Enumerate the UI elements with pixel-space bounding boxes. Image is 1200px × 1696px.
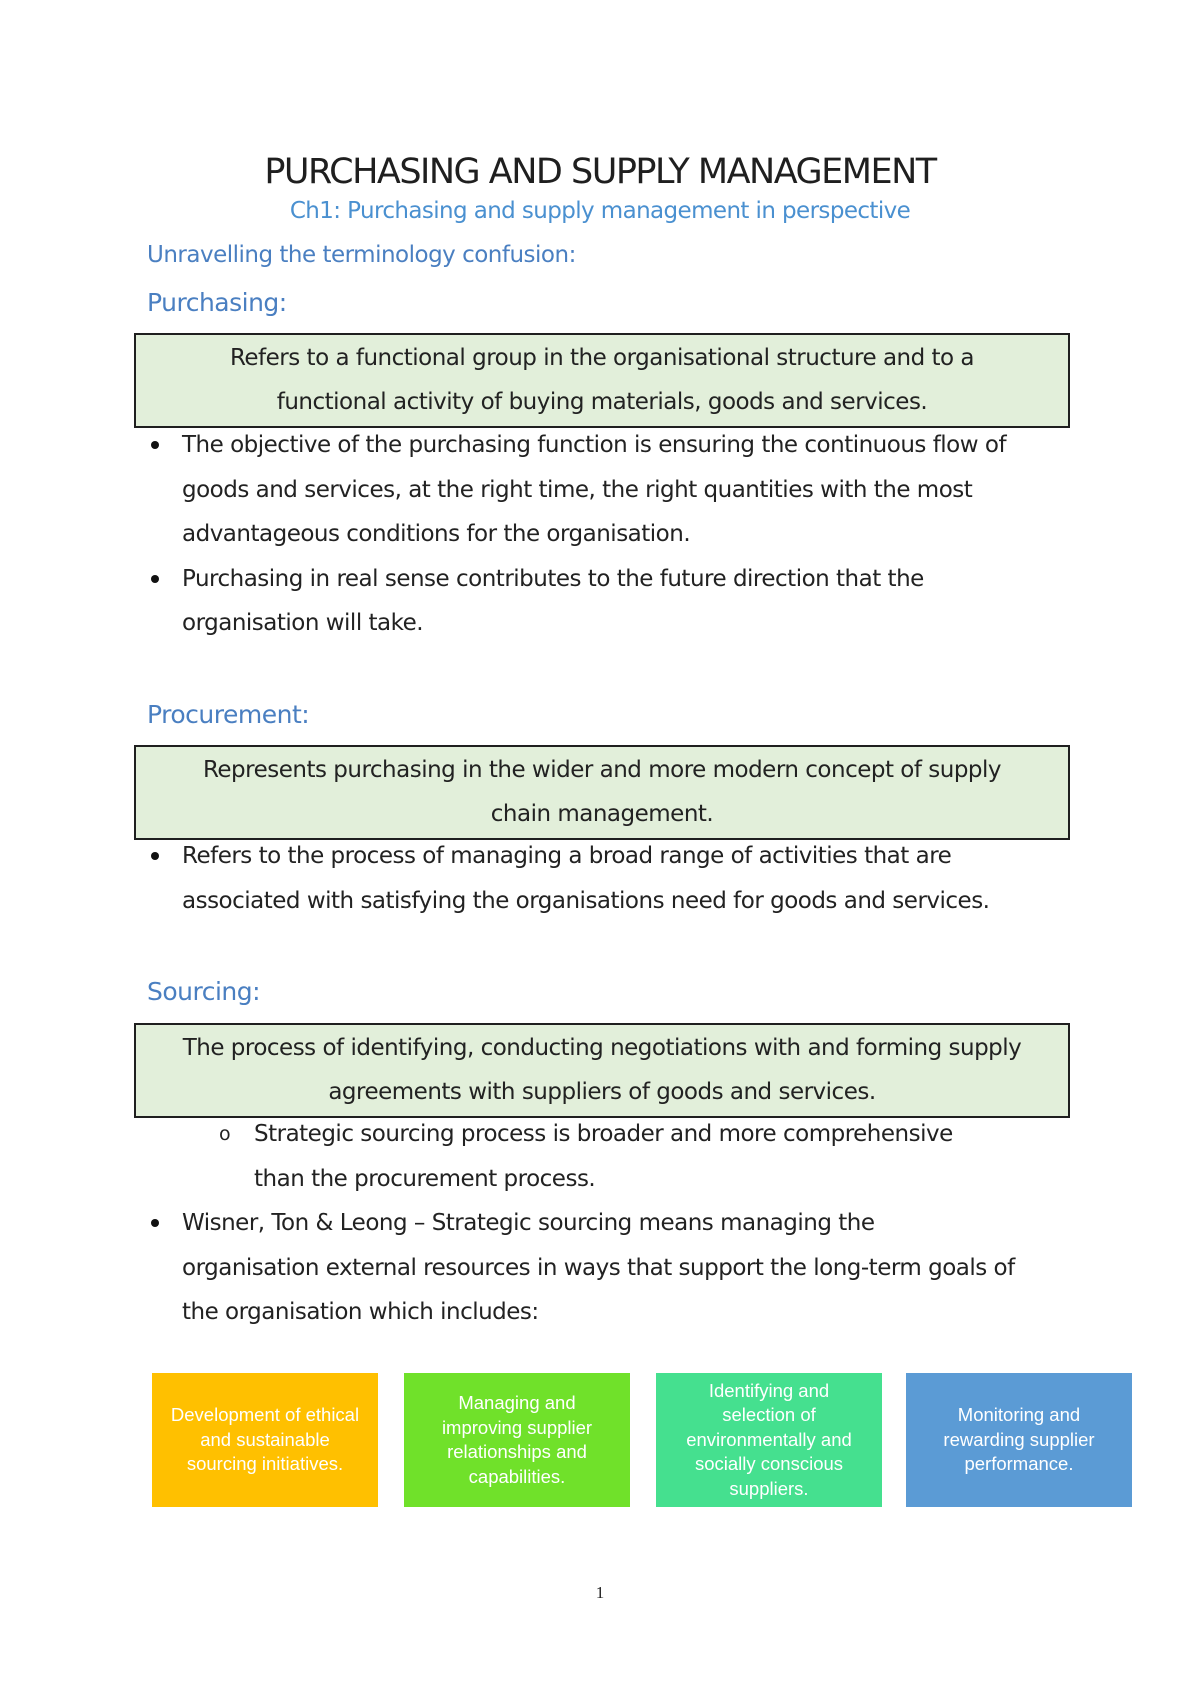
strategic-sourcing-cards	[152, 1373, 1132, 1507]
definition-line: chain management.	[490, 801, 714, 827]
card-supplier-performance	[906, 1373, 1132, 1507]
list-item-line: organisation external resources in ways that support the long-term goals of	[182, 1254, 1015, 1281]
sub-bullet-list-sourcing	[254, 1112, 1054, 1201]
card-line: Monitoring and	[957, 1404, 1081, 1426]
list-item	[182, 557, 1082, 646]
card-line: selection of	[722, 1404, 816, 1426]
definition-box-sourcing	[134, 1023, 1070, 1118]
list-item-line: The objective of the purchasing function is ensuring the continuous flow of	[182, 432, 1007, 458]
definition-line: The process of identifying, conducting negotiations with and forming supply	[182, 1035, 1022, 1061]
list-item	[182, 423, 1082, 557]
card-line: performance.	[964, 1453, 1074, 1475]
document-title: PURCHASING AND SUPPLY MANAGEMENT	[264, 152, 936, 192]
page-number: 1	[595, 1583, 605, 1602]
definition-line: Represents purchasing in the wider and more modern concept of supply	[202, 757, 1002, 783]
list-item-line: than the procurement process.	[254, 1165, 596, 1192]
heading-procurement: Procurement:	[147, 700, 310, 729]
sub-list-item	[254, 1112, 1054, 1201]
list-item-line: Purchasing in real sense contributes to the future direction that the	[182, 565, 924, 592]
list-item-line: organisation will take.	[182, 610, 424, 636]
card-line: improving supplier	[441, 1416, 593, 1438]
card-line: socially conscious	[694, 1453, 844, 1475]
heading-purchasing: Purchasing:	[147, 288, 287, 317]
list-item-line: Wisner, Ton & Leong – Strategic sourcing means managing the	[182, 1210, 875, 1236]
card-line: environmentally and	[686, 1428, 852, 1450]
list-item-line: advantageous conditions for the organisation.	[182, 521, 691, 547]
definition-box-procurement	[134, 745, 1070, 840]
list-item-line: associated with satisfying the organisations need for goods and services.	[182, 887, 990, 914]
bullet-list-sourcing	[182, 1201, 1082, 1335]
card-line: and sustainable	[200, 1428, 330, 1450]
chapter-subtitle: Ch1: Purchasing and supply management in perspective	[289, 198, 911, 224]
card-supplier-selection	[656, 1373, 882, 1507]
list-item-line: goods and services, at the right time, the right quantities with the most	[182, 476, 973, 503]
card-supplier-relationships	[404, 1373, 630, 1507]
list-item-line: Refers to the process of managing a broad range of activities that are	[182, 843, 952, 869]
heading-sourcing: Sourcing:	[147, 977, 261, 1006]
list-item	[182, 834, 1082, 923]
bullet-list-procurement	[182, 834, 1082, 923]
list-item-line: o Strategic sourcing process is broader and more comprehensive	[254, 1121, 953, 1147]
card-line: Identifying and	[708, 1379, 830, 1401]
definition-line: functional activity of buying materials, goods and services.	[276, 389, 928, 415]
definition-line: Refers to a functional group in the organisational structure and to a	[229, 345, 975, 371]
list-item-line: the organisation which includes:	[182, 1299, 539, 1325]
card-line: rewarding supplier	[943, 1428, 1095, 1450]
card-line: sourcing initiatives.	[186, 1453, 344, 1475]
definition-box-purchasing	[134, 333, 1070, 428]
card-line: Development of ethical	[170, 1404, 360, 1426]
definition-line: agreements with suppliers of goods and services.	[328, 1079, 876, 1105]
card-line: suppliers.	[729, 1477, 809, 1499]
bullet-list-purchasing	[182, 423, 1082, 646]
section-heading-terminology: Unravelling the terminology confusion:	[147, 242, 576, 268]
card-ethical-sourcing	[152, 1373, 378, 1507]
card-line: Managing and	[458, 1392, 576, 1413]
card-line: relationships and	[447, 1441, 587, 1462]
list-item	[182, 1201, 1082, 1335]
card-line: capabilities.	[468, 1465, 566, 1487]
